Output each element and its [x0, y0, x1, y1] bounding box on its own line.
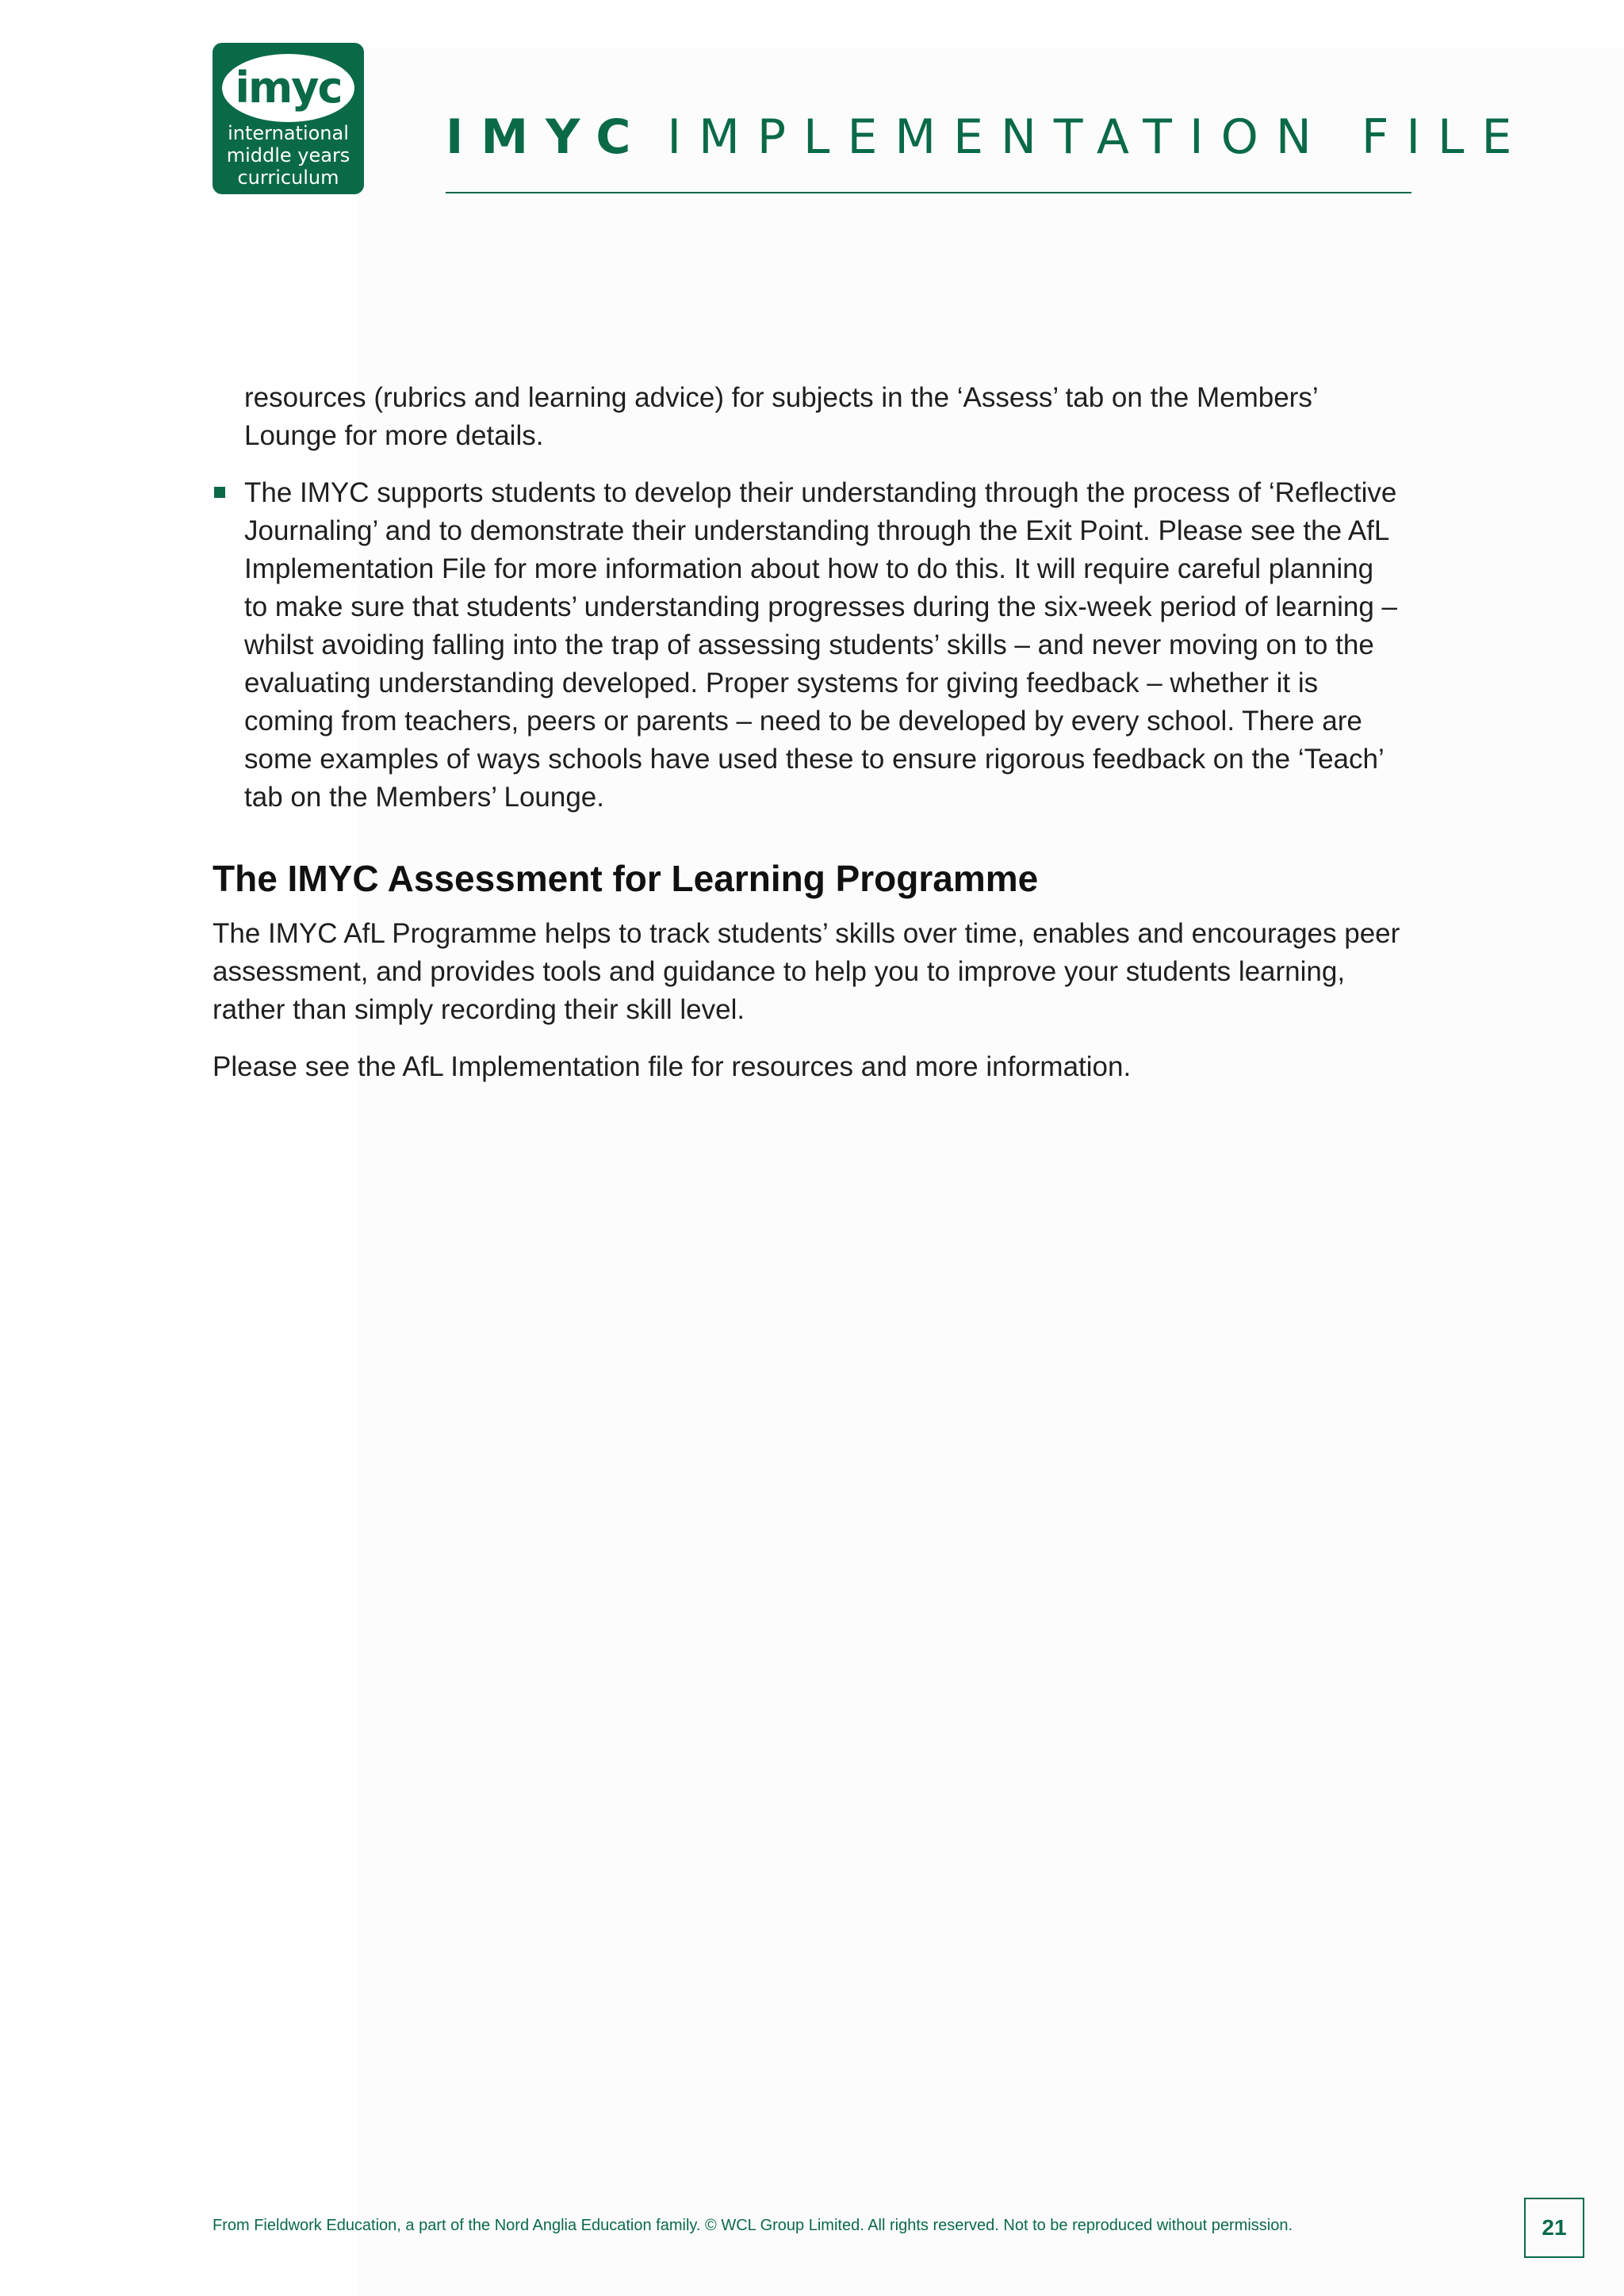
logo-line-2: middle years [226, 144, 350, 166]
continued-bullet-text: resources (rubrics and learning advice) for subjects in the ‘Assess’ tab on the Members’ Lounge for more details. [244, 382, 1318, 451]
header-title-bold: IMYC [446, 109, 649, 165]
header-title-rest: IMPLEMENTATION FILE [667, 109, 1530, 165]
logo-line-3: curriculum [237, 166, 339, 189]
body-paragraph-2: Please see the AfL Implementation file for resources and more information. [213, 1051, 1132, 1082]
bullet-item [213, 474, 1402, 817]
body-paragraph-1: The IMYC AfL Programme helps to track students’ skills over time, enables and encourages peer assessment, and provides tools and guidance to help you to improve your students learning, rather than simply recording their skill level. [213, 918, 1400, 1025]
header-divider [446, 192, 1411, 193]
bullet-item-text: The IMYC supports students to develop their understanding through the process of ‘Reflective Journaling’ and to demonstrate their understanding through the Exit Point. Please see the AfL Implementation File for more information about how to do this. It will require careful planning to make sure that students’ understanding progresses during the six-week period of learning – whilst avoiding falling into the trap of assessing students’ skills – and never moving on to the evaluating understanding developed. Proper systems for giving feedback – whether it is coming from teachers, peers or parents – need to be developed by every school. There are some examples of ways schools have used these to ensure rigorous feedback on the ‘Teach’ tab on the Members’ Lounge. [244, 477, 1397, 813]
imyc-logo [213, 43, 364, 194]
footer-copyright: From Fieldwork Education, a part of the Nord Anglia Education family. © WCL Group Limited. All rights reserved. Not to be reproduced without permission. [213, 2217, 1293, 2234]
section-heading: The IMYC Assessment for Learning Programme [213, 858, 1039, 899]
logo-wordmark: imyc [222, 54, 354, 122]
logo-line-1: international [228, 122, 349, 144]
main-content [213, 379, 1402, 1086]
bullet-square-icon [214, 487, 225, 498]
logo-tagline [213, 122, 364, 189]
page-number-box: 21 [1524, 2198, 1584, 2258]
page-header-title [446, 109, 1529, 165]
